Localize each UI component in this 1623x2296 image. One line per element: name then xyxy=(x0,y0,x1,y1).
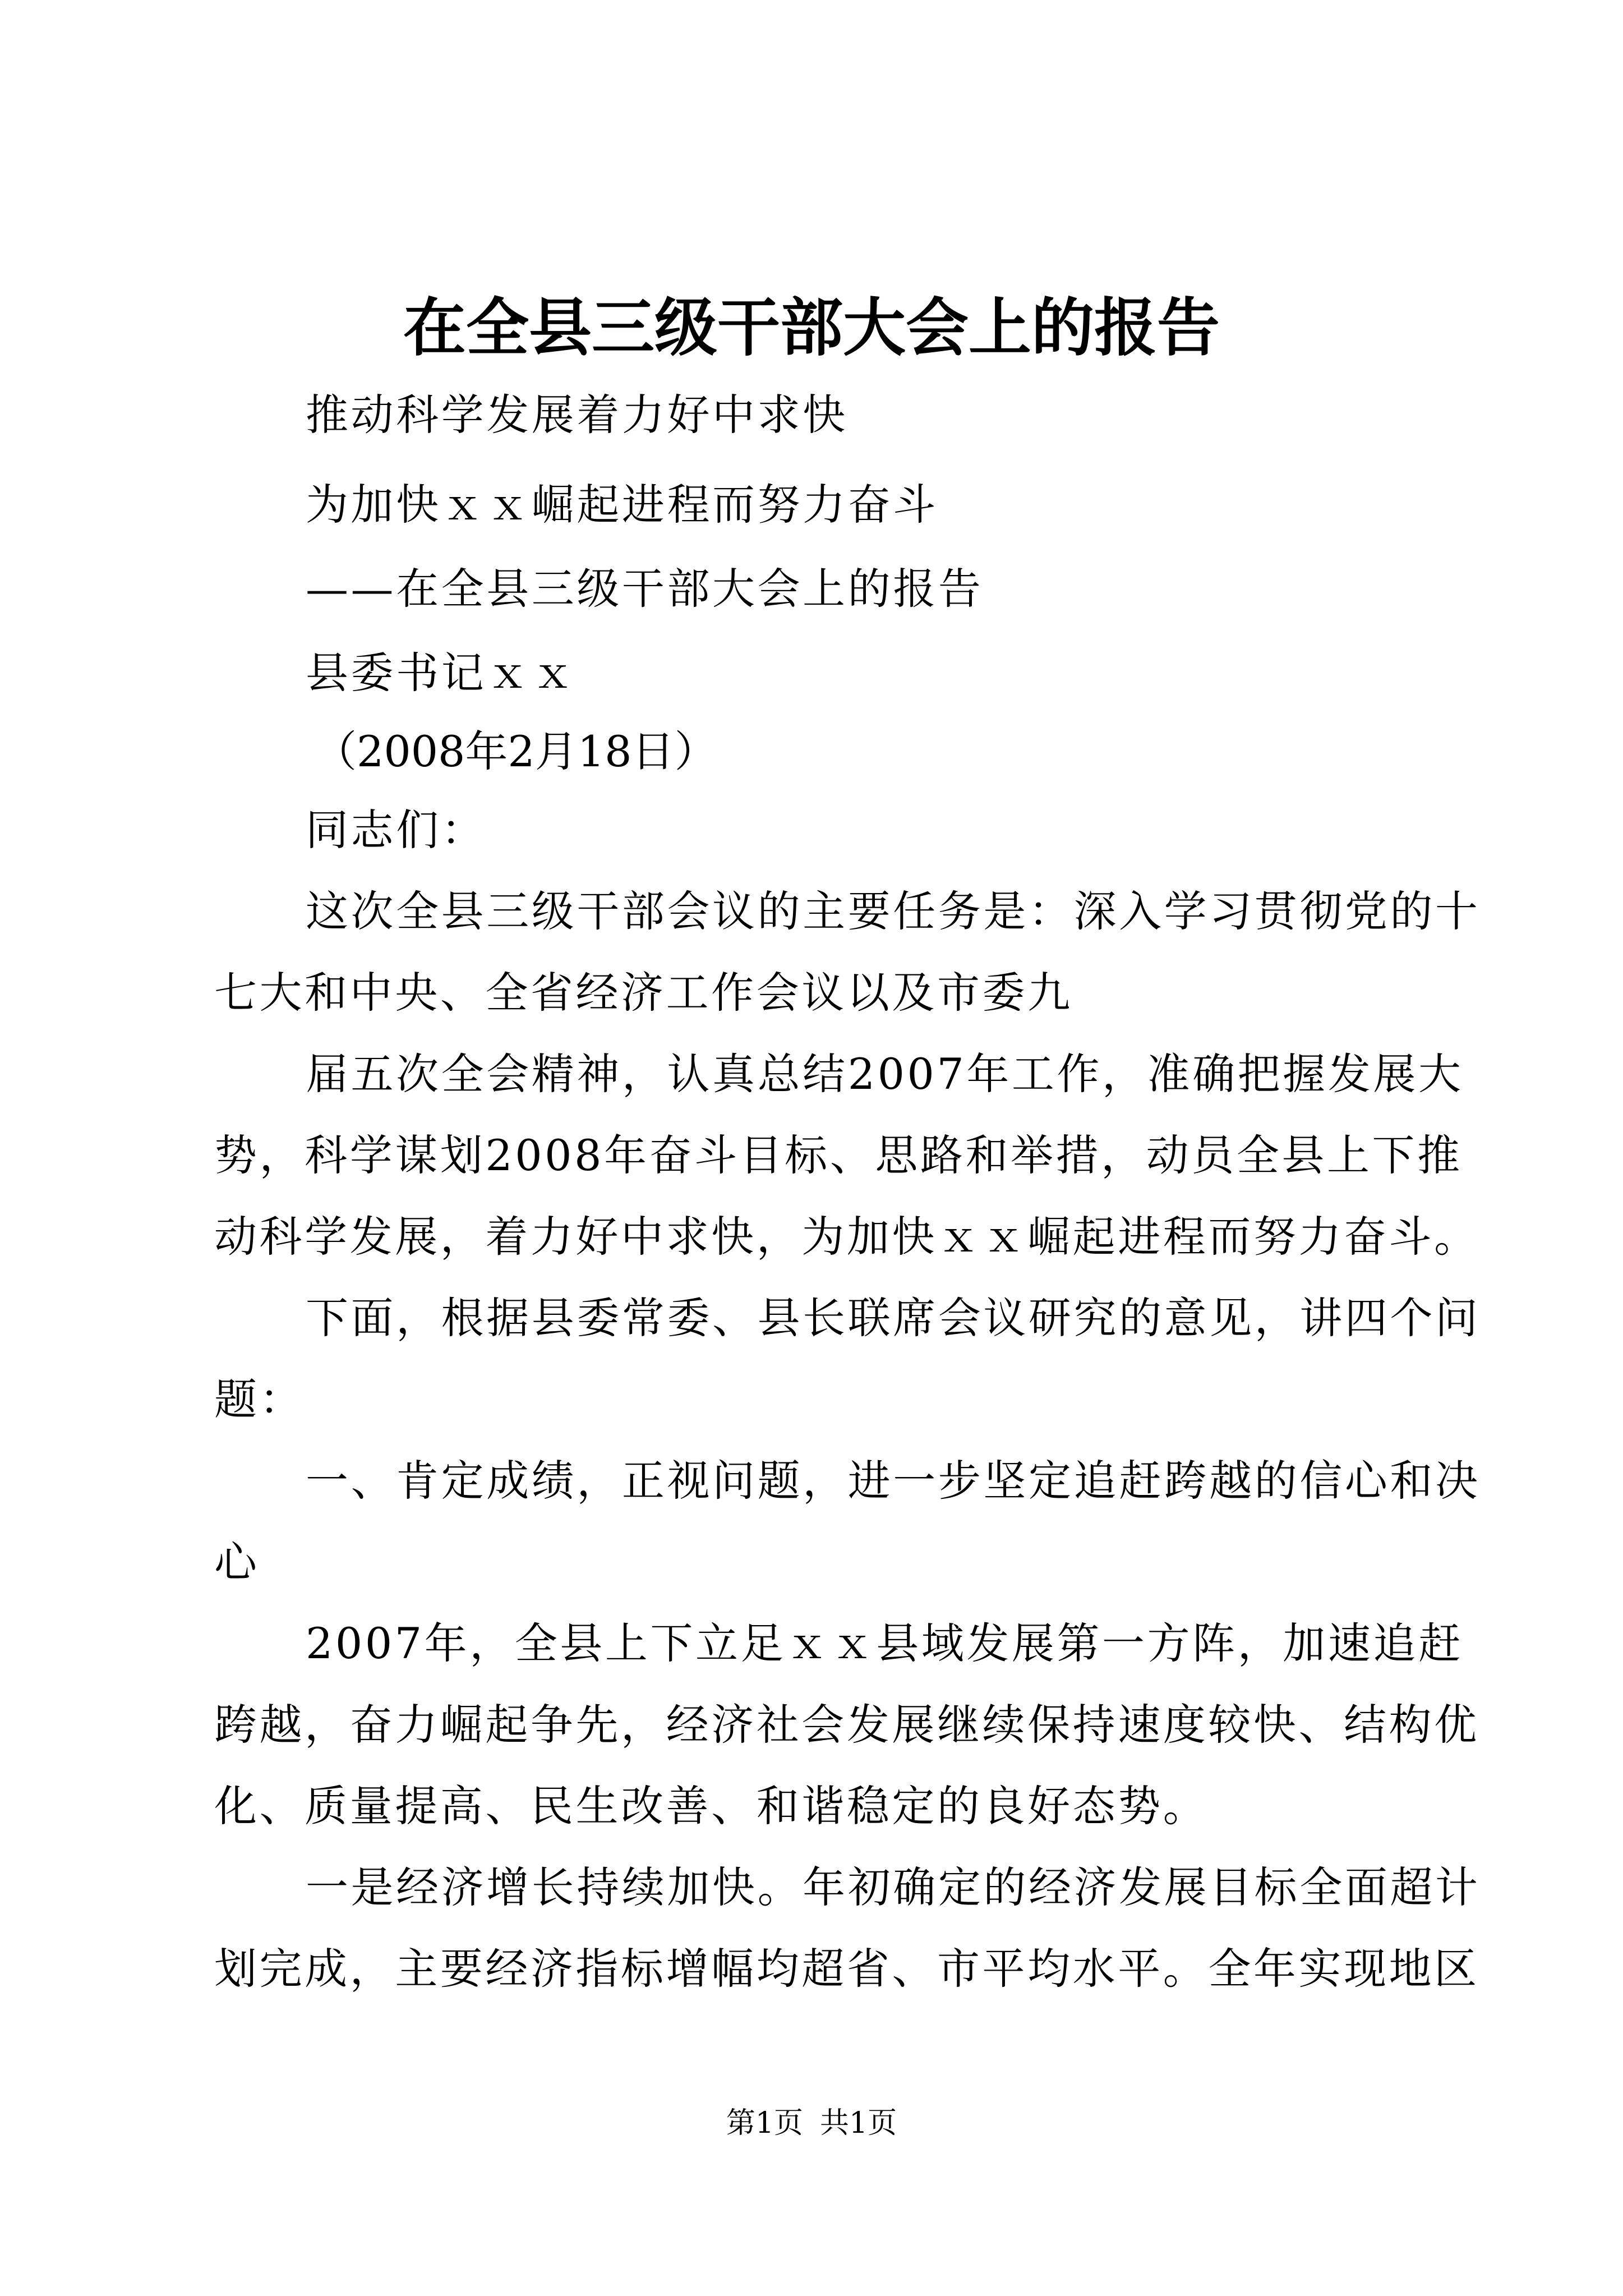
salutation-line: 同志们： xyxy=(306,805,487,855)
body-line: 2007年，全县上下立足ｘｘ县域发展第一方阵，加速追赶 xyxy=(306,1618,1464,1668)
section-heading-line: 一、肯定成绩，正视问题，进一步坚定追赶跨越的信心和决 xyxy=(306,1456,1481,1506)
body-line: 届五次全会精神，认真总结2007年工作，准确把握发展大 xyxy=(306,1049,1464,1099)
subtitle-line-1: 推动科学发展着力好中求快 xyxy=(306,390,848,440)
section-heading-line: 心 xyxy=(214,1537,260,1587)
body-line: 一是经济增长持续加快。年初确定的经济发展目标全面超计 xyxy=(306,1862,1481,1912)
body-line: 动科学发展，着力好中求快，为加快ｘｘ崛起进程而努力奋斗。 xyxy=(214,1212,1479,1262)
subtitle-line-2: 为加快ｘｘ崛起进程而努力奋斗 xyxy=(306,480,938,530)
body-line: 题： xyxy=(214,1374,305,1424)
body-line: 化、质量提高、民生改善、和谐稳定的良好态势。 xyxy=(214,1781,1209,1831)
body-line: 跨越，奋力崛起争先，经济社会发展继续保持速度较快、结构优 xyxy=(214,1700,1479,1750)
page-number-total: 共1页 xyxy=(820,2106,897,2140)
body-line: 七大和中央、全省经济工作会议以及市委九 xyxy=(214,968,1073,1018)
author-line: 县委书记ｘｘ xyxy=(306,648,577,698)
body-line: 划完成，主要经济指标增幅均超省、市平均水平。全年实现地区 xyxy=(214,1944,1479,1994)
body-line: 下面，根据县委常委、县长联席会议研究的意见，讲四个问 xyxy=(306,1293,1481,1343)
date-line: （2008年2月18日） xyxy=(314,726,717,776)
body-line: 势，科学谋划2008年奋斗目标、思路和举措，动员全县上下推 xyxy=(214,1130,1463,1180)
document-title: 在全县三级干部大会上的报告 xyxy=(403,291,1220,365)
page-footer xyxy=(0,2101,1623,2146)
subtitle-line-3: ——在全县三级干部大会上的报告 xyxy=(306,564,984,614)
page-number-current: 第1页 xyxy=(726,2106,803,2140)
body-line: 这次全县三级干部会议的主要任务是：深入学习贯彻党的十 xyxy=(306,886,1481,936)
